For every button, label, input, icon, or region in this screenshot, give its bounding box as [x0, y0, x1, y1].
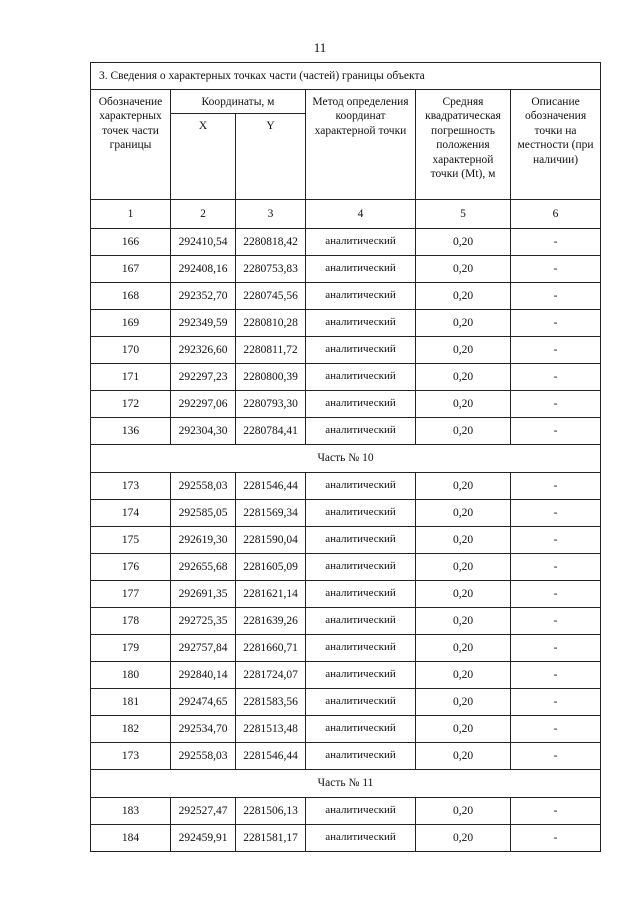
cell-error: 0,20	[416, 364, 511, 391]
cell-coord-y: 2281581,17	[236, 825, 306, 852]
cell-error: 0,20	[416, 229, 511, 256]
column-number-4: 4	[306, 200, 416, 229]
cell-method: аналитический	[306, 662, 416, 689]
cell-description: -	[511, 500, 601, 527]
cell-method: аналитический	[306, 500, 416, 527]
table-row	[91, 608, 601, 635]
cell-point-id: 177	[91, 581, 171, 608]
cell-error: 0,20	[416, 554, 511, 581]
table-row	[91, 473, 601, 500]
cell-description: -	[511, 473, 601, 500]
cell-point-id: 176	[91, 554, 171, 581]
cell-description: -	[511, 635, 601, 662]
cell-description: -	[511, 527, 601, 554]
cell-coord-y: 2281660,71	[236, 635, 306, 662]
cell-description: -	[511, 418, 601, 445]
cell-coord-x: 292691,35	[171, 581, 236, 608]
cell-coord-y: 2281621,14	[236, 581, 306, 608]
header-error: Средняя квадратическая погрешность положения характерной точки (Mt), м	[416, 90, 511, 200]
cell-coord-y: 2281506,13	[236, 798, 306, 825]
cell-method: аналитический	[306, 554, 416, 581]
cell-coord-x: 292840,14	[171, 662, 236, 689]
cell-coord-x: 292349,59	[171, 310, 236, 337]
cell-coord-y: 2281546,44	[236, 473, 306, 500]
cell-coord-x: 292297,06	[171, 391, 236, 418]
cell-coord-y: 2281513,48	[236, 716, 306, 743]
table-row	[91, 527, 601, 554]
cell-coord-y: 2280745,56	[236, 283, 306, 310]
cell-coord-x: 292558,03	[171, 473, 236, 500]
cell-coord-x: 292725,35	[171, 608, 236, 635]
cell-description: -	[511, 581, 601, 608]
cell-description: -	[511, 554, 601, 581]
cell-error: 0,20	[416, 608, 511, 635]
cell-coord-x: 292558,03	[171, 743, 236, 770]
cell-coord-y: 2280810,28	[236, 310, 306, 337]
cell-coord-x: 292619,30	[171, 527, 236, 554]
cell-coord-x: 292352,70	[171, 283, 236, 310]
cell-description: -	[511, 743, 601, 770]
cell-coord-x: 292757,84	[171, 635, 236, 662]
cell-description: -	[511, 662, 601, 689]
cell-method: аналитический	[306, 364, 416, 391]
cell-point-id: 183	[91, 798, 171, 825]
cell-method: аналитический	[306, 716, 416, 743]
cell-method: аналитический	[306, 581, 416, 608]
cell-error: 0,20	[416, 500, 511, 527]
part-header-row	[91, 770, 601, 798]
part-title: Часть № 11	[91, 770, 601, 798]
cell-error: 0,20	[416, 716, 511, 743]
cell-description: -	[511, 608, 601, 635]
cell-error: 0,20	[416, 689, 511, 716]
cell-method: аналитический	[306, 256, 416, 283]
table-row	[91, 635, 601, 662]
cell-coord-x: 292297,23	[171, 364, 236, 391]
cell-point-id: 173	[91, 473, 171, 500]
cell-coord-y: 2280784,41	[236, 418, 306, 445]
cell-coord-y: 2281569,34	[236, 500, 306, 527]
cell-coord-x: 292474,65	[171, 689, 236, 716]
table-row	[91, 310, 601, 337]
table-row	[91, 581, 601, 608]
cell-point-id: 166	[91, 229, 171, 256]
cell-method: аналитический	[306, 825, 416, 852]
cell-method: аналитический	[306, 689, 416, 716]
column-number-5: 5	[416, 200, 511, 229]
cell-error: 0,20	[416, 743, 511, 770]
cell-point-id: 184	[91, 825, 171, 852]
cell-coord-x: 292410,54	[171, 229, 236, 256]
part-header-row	[91, 445, 601, 473]
part-title: Часть № 10	[91, 445, 601, 473]
cell-point-id: 182	[91, 716, 171, 743]
cell-description: -	[511, 689, 601, 716]
cell-method: аналитический	[306, 391, 416, 418]
cell-error: 0,20	[416, 473, 511, 500]
cell-error: 0,20	[416, 256, 511, 283]
header-x: X	[171, 114, 236, 200]
cell-description: -	[511, 391, 601, 418]
cell-method: аналитический	[306, 608, 416, 635]
cell-method: аналитический	[306, 310, 416, 337]
cell-coord-x: 292534,70	[171, 716, 236, 743]
cell-coord-x: 292459,91	[171, 825, 236, 852]
cell-point-id: 174	[91, 500, 171, 527]
header-description: Описание обозначения точки на местности (при наличии)	[511, 90, 601, 200]
cell-coord-x: 292326,60	[171, 337, 236, 364]
column-number-3: 3	[236, 200, 306, 229]
table-row	[91, 391, 601, 418]
cell-description: -	[511, 364, 601, 391]
cell-point-id: 172	[91, 391, 171, 418]
cell-description: -	[511, 256, 601, 283]
table-row	[91, 716, 601, 743]
cell-coord-x: 292527,47	[171, 798, 236, 825]
header-y: Y	[236, 114, 306, 200]
cell-method: аналитический	[306, 798, 416, 825]
column-number-2: 2	[171, 200, 236, 229]
cell-method: аналитический	[306, 283, 416, 310]
cell-method: аналитический	[306, 473, 416, 500]
cell-coord-x: 292408,16	[171, 256, 236, 283]
header-method: Метод определения координат характерной точки	[306, 90, 416, 200]
table-row	[91, 283, 601, 310]
cell-error: 0,20	[416, 825, 511, 852]
header-point: Обозначение характерных точек части границы	[91, 90, 171, 200]
cell-coord-y: 2281724,07	[236, 662, 306, 689]
cell-coord-y: 2281546,44	[236, 743, 306, 770]
cell-error: 0,20	[416, 418, 511, 445]
cell-point-id: 170	[91, 337, 171, 364]
column-number-6: 6	[511, 200, 601, 229]
cell-error: 0,20	[416, 527, 511, 554]
table-row	[91, 689, 601, 716]
cell-point-id: 181	[91, 689, 171, 716]
cell-coord-y: 2281583,56	[236, 689, 306, 716]
cell-point-id: 173	[91, 743, 171, 770]
cell-method: аналитический	[306, 527, 416, 554]
cell-error: 0,20	[416, 662, 511, 689]
table-row	[91, 418, 601, 445]
cell-point-id: 136	[91, 418, 171, 445]
cell-point-id: 178	[91, 608, 171, 635]
table-row	[91, 554, 601, 581]
cell-error: 0,20	[416, 283, 511, 310]
cell-method: аналитический	[306, 418, 416, 445]
cell-point-id: 180	[91, 662, 171, 689]
boundary-points-table	[90, 62, 601, 852]
table-row	[91, 500, 601, 527]
cell-point-id: 171	[91, 364, 171, 391]
column-number-1: 1	[91, 200, 171, 229]
cell-coord-y: 2281639,26	[236, 608, 306, 635]
cell-method: аналитический	[306, 743, 416, 770]
cell-error: 0,20	[416, 391, 511, 418]
cell-error: 0,20	[416, 581, 511, 608]
cell-coord-y: 2280811,72	[236, 337, 306, 364]
table-row	[91, 337, 601, 364]
cell-method: аналитический	[306, 337, 416, 364]
cell-description: -	[511, 283, 601, 310]
page-number: 11	[313, 40, 327, 55]
cell-description: -	[511, 310, 601, 337]
cell-coord-y: 2280818,42	[236, 229, 306, 256]
cell-description: -	[511, 337, 601, 364]
cell-point-id: 175	[91, 527, 171, 554]
table-row	[91, 743, 601, 770]
table-row	[91, 825, 601, 852]
table-row	[91, 229, 601, 256]
cell-point-id: 167	[91, 256, 171, 283]
cell-coord-x: 292585,05	[171, 500, 236, 527]
cell-error: 0,20	[416, 798, 511, 825]
table-row	[91, 256, 601, 283]
section-title: 3. Сведения о характерных точках части (частей) границы объекта	[91, 63, 601, 90]
cell-coord-y: 2281590,04	[236, 527, 306, 554]
header-coordinates: Координаты, м	[171, 90, 306, 114]
cell-method: аналитический	[306, 229, 416, 256]
cell-error: 0,20	[416, 310, 511, 337]
cell-description: -	[511, 229, 601, 256]
cell-error: 0,20	[416, 337, 511, 364]
cell-point-id: 168	[91, 283, 171, 310]
cell-description: -	[511, 825, 601, 852]
cell-coord-y: 2280800,39	[236, 364, 306, 391]
cell-point-id: 179	[91, 635, 171, 662]
cell-error: 0,20	[416, 635, 511, 662]
cell-description: -	[511, 716, 601, 743]
cell-description: -	[511, 798, 601, 825]
table-row	[91, 364, 601, 391]
cell-coord-x: 292304,30	[171, 418, 236, 445]
cell-coord-x: 292655,68	[171, 554, 236, 581]
cell-coord-y: 2281605,09	[236, 554, 306, 581]
cell-method: аналитический	[306, 635, 416, 662]
cell-coord-y: 2280753,83	[236, 256, 306, 283]
table-row	[91, 662, 601, 689]
cell-point-id: 169	[91, 310, 171, 337]
cell-coord-y: 2280793,30	[236, 391, 306, 418]
table-row	[91, 798, 601, 825]
